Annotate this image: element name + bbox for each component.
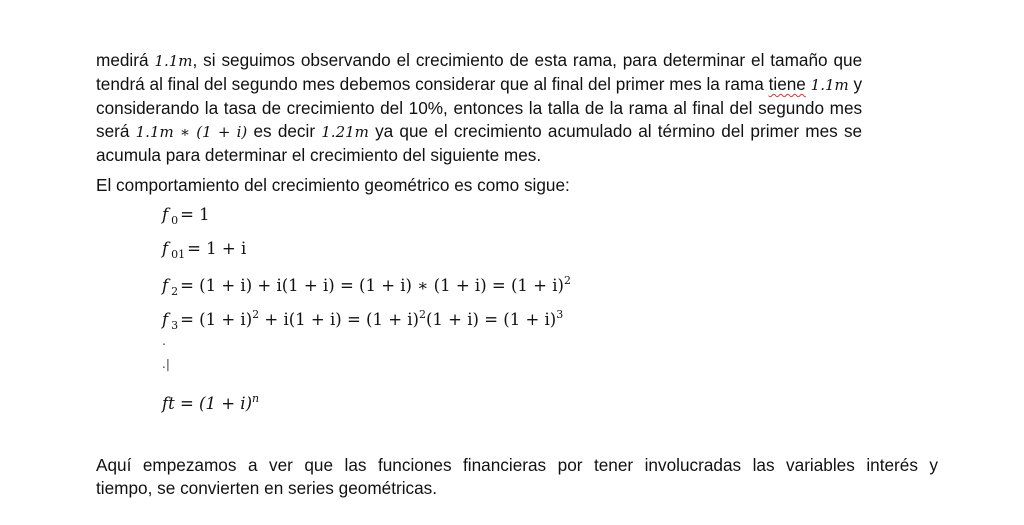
text-run: El comportamiento del crecimiento geométrico es como sigue: [96, 175, 570, 195]
math-superscript: n [252, 392, 260, 405]
math-symbol: f [162, 276, 169, 295]
math-inline: 1.21m [321, 123, 369, 141]
ellipsis-dot: . [162, 334, 166, 348]
paragraph-line [96, 73, 862, 97]
math-subscript: 2 [171, 285, 179, 298]
text-run: medirá [96, 50, 155, 70]
math-subscript: 01 [171, 248, 186, 261]
math-inline: 1.1m [810, 76, 849, 94]
text-run: es decir [247, 121, 322, 141]
math-symbol: f [162, 205, 169, 224]
equation-f0 [162, 205, 210, 227]
text-run: considerando la tasa de crecimiento del 10%, entonces la talla de la rama al final del segundo mes [96, 98, 863, 118]
math-expression: = (1 + i) [180, 310, 253, 329]
text-run: y [848, 74, 863, 94]
text-run: tendrá al final del segundo mes debemos considerar que al final del primer mes la rama [96, 74, 769, 94]
math-expression: = 1 [180, 205, 210, 224]
paragraph-line: tiempo, se convierten en series geométricas. [96, 478, 438, 498]
paragraph-conclusion [96, 454, 938, 500]
math-superscript: 2 [252, 308, 260, 321]
text-run: , si seguimos observando el crecimiento de esta rama, para determinar el tamaño que [192, 50, 863, 70]
math-subscript: 3 [171, 319, 179, 332]
text-run: será [96, 121, 136, 141]
spellcheck-word[interactable]: tiene [768, 74, 806, 94]
equation-f01 [162, 239, 246, 261]
math-expression: ft = (1 + i) [162, 394, 253, 413]
paragraph-geometric-intro [96, 174, 938, 197]
math-superscript: 2 [419, 308, 426, 321]
math-expression: = 1 + i [187, 239, 247, 258]
math-symbol: f [162, 239, 169, 258]
paragraph-intro [96, 49, 862, 167]
math-expression: = (1 + i) + i(1 + i) = (1 + i) ∗ (1 + i) = (1 + i) [180, 276, 564, 295]
paragraph-line [96, 120, 862, 144]
text-run: ya que el crecimiento acumulado al término del primer mes se [368, 121, 863, 141]
math-expression: + i(1 + i) = (1 + i) [259, 310, 419, 329]
math-superscript: 2 [563, 274, 571, 287]
math-expression: (1 + i) = (1 + i) [426, 310, 557, 329]
equation-ft [162, 392, 259, 413]
equation-f2 [162, 274, 571, 298]
paragraph-line: Aquí empezamos a ver que las funciones financieras por tener involucradas las variables interés y [96, 455, 938, 475]
math-subscript: 0 [171, 214, 179, 227]
paragraph-line [96, 49, 862, 73]
text-cursor-dot: .| [162, 357, 170, 371]
math-symbol: f [162, 310, 169, 329]
paragraph-line [96, 144, 862, 167]
text-run: acumula para determinar el crecimiento del siguiente mes. [96, 145, 542, 165]
paragraph-line [96, 97, 862, 120]
equation-f3 [162, 308, 563, 332]
math-inline: 1.1m ∗ (1 + i) [135, 123, 248, 141]
math-inline: 1.1m [154, 52, 193, 70]
math-superscript: 3 [556, 308, 564, 321]
